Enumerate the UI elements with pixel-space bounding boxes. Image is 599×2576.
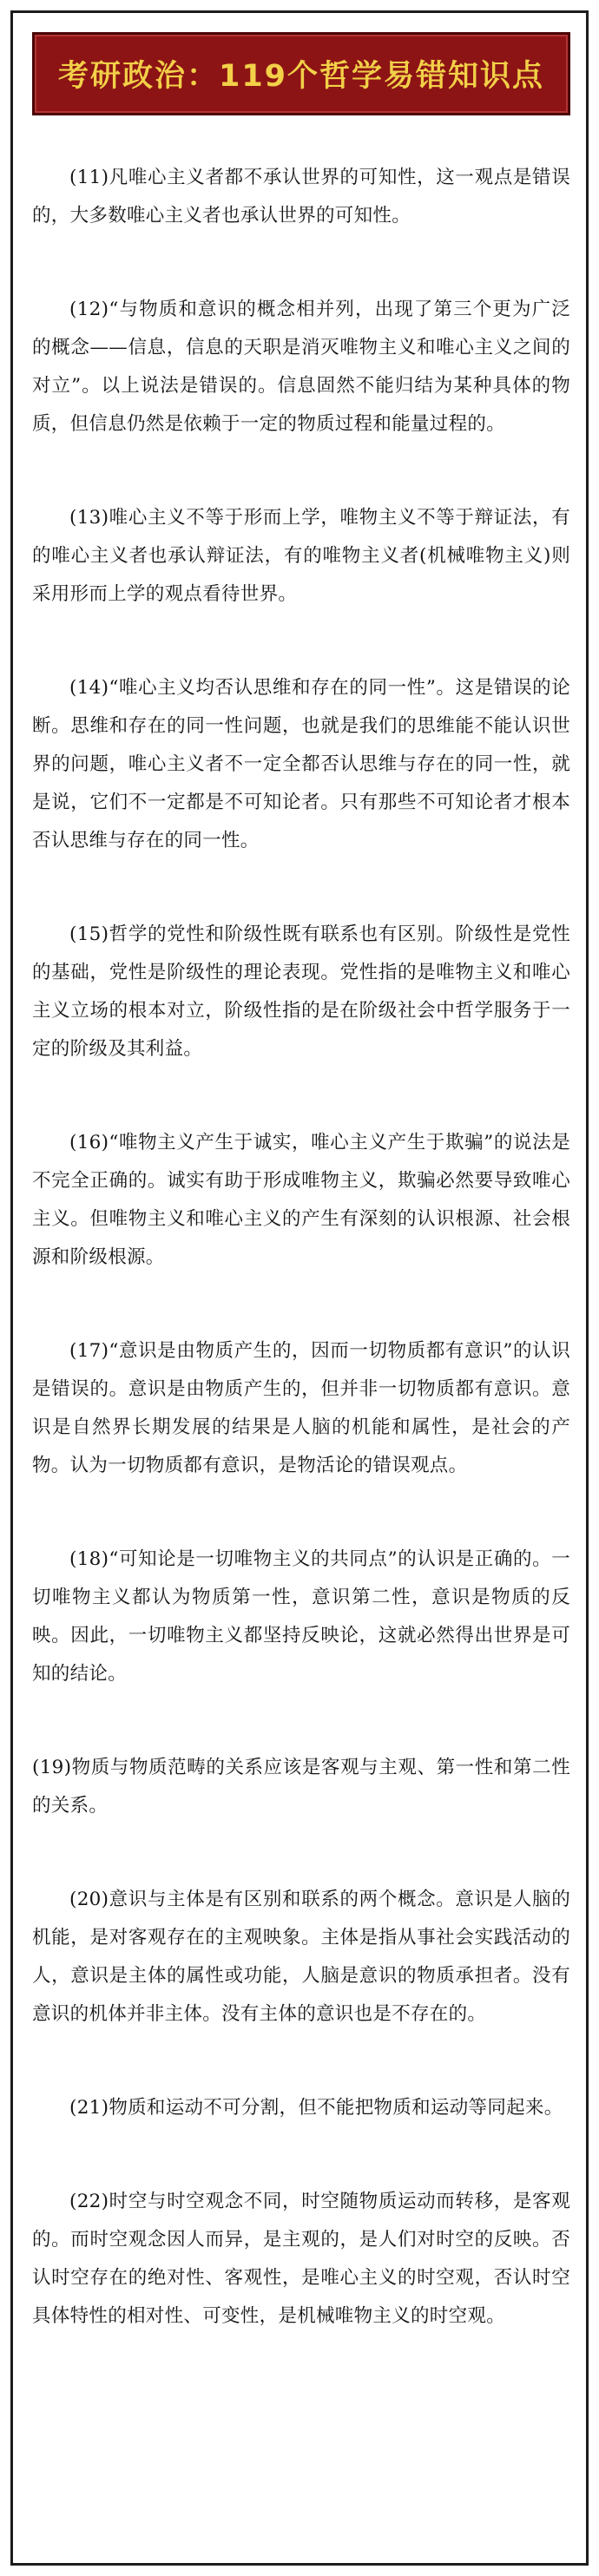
knowledge-point-text: (19)物质与物质范畴的关系应该是客观与主观、第一性和第二性的关系。 bbox=[32, 1757, 570, 1817]
knowledge-point-text: (22)时空与时空观念不同，时空随物质运动而转移，是客观的。而时空观念因人而异，是主观的，是人们对时空的反映。否认时空存在的绝对性、客观性，是唯心主义的时空观，否认时空具体特性的相对性、可变性，是机械唯物主义的时空观。 bbox=[32, 2191, 570, 2327]
title-banner bbox=[32, 32, 570, 115]
knowledge-point-text: (17)“意识是由物质产生的，因而一切物质都有意识”的认识是错误的。意识是由物质产生的，但并非一切物质都有意识。意识是自然界长期发展的结果是人脑的机能和属性，是社会的产物。认为一切物质都有意识，是物活论的错误观点。 bbox=[32, 1340, 570, 1476]
knowledge-point-text: (20)意识与主体是有区别和联系的两个概念。意识是人脑的机能，是对客观存在的主观映象。主体是指从事社会实践活动的人，意识是主体的属性或功能，人脑是意识的物质承担者。没有意识的机体并非主体。没有主体的意识也是不存在的。 bbox=[32, 1889, 570, 2025]
article-body bbox=[32, 159, 570, 2391]
knowledge-point-13 bbox=[32, 499, 570, 614]
knowledge-point-18 bbox=[32, 1541, 570, 1693]
knowledge-point-20 bbox=[32, 1881, 570, 2034]
knowledge-point-16 bbox=[32, 1124, 570, 1277]
knowledge-point-text: (11)凡唯心主义者都不承认世界的可知性，这一观点是错误的，大多数唯心主义者也承认世界的可知性。 bbox=[32, 167, 570, 227]
knowledge-point-text: (14)“唯心主义均否认思维和存在的同一性”。这是错误的论断。思维和存在的同一性问题，也就是我们的思维能不能认识世界的问题，唯心主义者不一定全都否认思维与存在的同一性，就是说，它们不一定都是不可知论者。只有那些不可知论者才根本否认思维与存在的同一性。 bbox=[32, 677, 570, 851]
knowledge-point-17 bbox=[32, 1332, 570, 1485]
knowledge-point-text: (21)物质和运动不可分割，但不能把物质和运动等同起来。 bbox=[69, 2097, 563, 2119]
knowledge-point-19 bbox=[32, 1749, 570, 1825]
article-frame bbox=[10, 10, 589, 2566]
knowledge-point-text: (15)哲学的党性和阶级性既有联系也有区别。阶级性是党性的基础，党性是阶级性的理论表现。党性指的是唯物主义和唯心主义立场的根本对立，阶级性指的是在阶级社会中哲学服务于一定的阶级及其利益。 bbox=[32, 923, 570, 1060]
page-title: 考研政治：119个哲学易错知识点 bbox=[57, 59, 545, 94]
knowledge-point-text: (12)“与物质和意识的概念相并列，出现了第三个更为广泛的概念——信息，信息的天职是消灭唯物主义和唯心主义之间的对立”。以上说法是错误的。信息固然不能归结为某种具体的物质，但信息仍然是依赖于一定的物质过程和能量过程的。 bbox=[32, 299, 570, 435]
knowledge-point-text: (16)“唯物主义产生于诚实，唯心主义产生于欺骗”的说法是不完全正确的。诚实有助于形成唯物主义，欺骗必然要导致唯心主义。但唯物主义和唯心主义的产生有深刻的认识根源、社会根源和阶级根源。 bbox=[32, 1132, 570, 1268]
knowledge-point-21 bbox=[32, 2089, 570, 2127]
knowledge-point-11 bbox=[32, 159, 570, 235]
knowledge-point-15 bbox=[32, 916, 570, 1068]
knowledge-point-text: (18)“可知论是一切唯物主义的共同点”的认识是正确的。一切唯物主义都认为物质第一性，意识第二性，意识是物质的反映。因此，一切唯物主义都坚持反映论，这就必然得出世界是可知的结论。 bbox=[32, 1548, 570, 1685]
knowledge-point-22 bbox=[32, 2183, 570, 2336]
knowledge-point-12 bbox=[32, 291, 570, 444]
knowledge-point-text: (13)唯心主义不等于形而上学，唯物主义不等于辩证法，有的唯心主义者也承认辩证法，有的唯物主义者(机械唯物主义)则采用形而上学的观点看待世界。 bbox=[32, 507, 570, 605]
knowledge-point-14 bbox=[32, 669, 570, 860]
